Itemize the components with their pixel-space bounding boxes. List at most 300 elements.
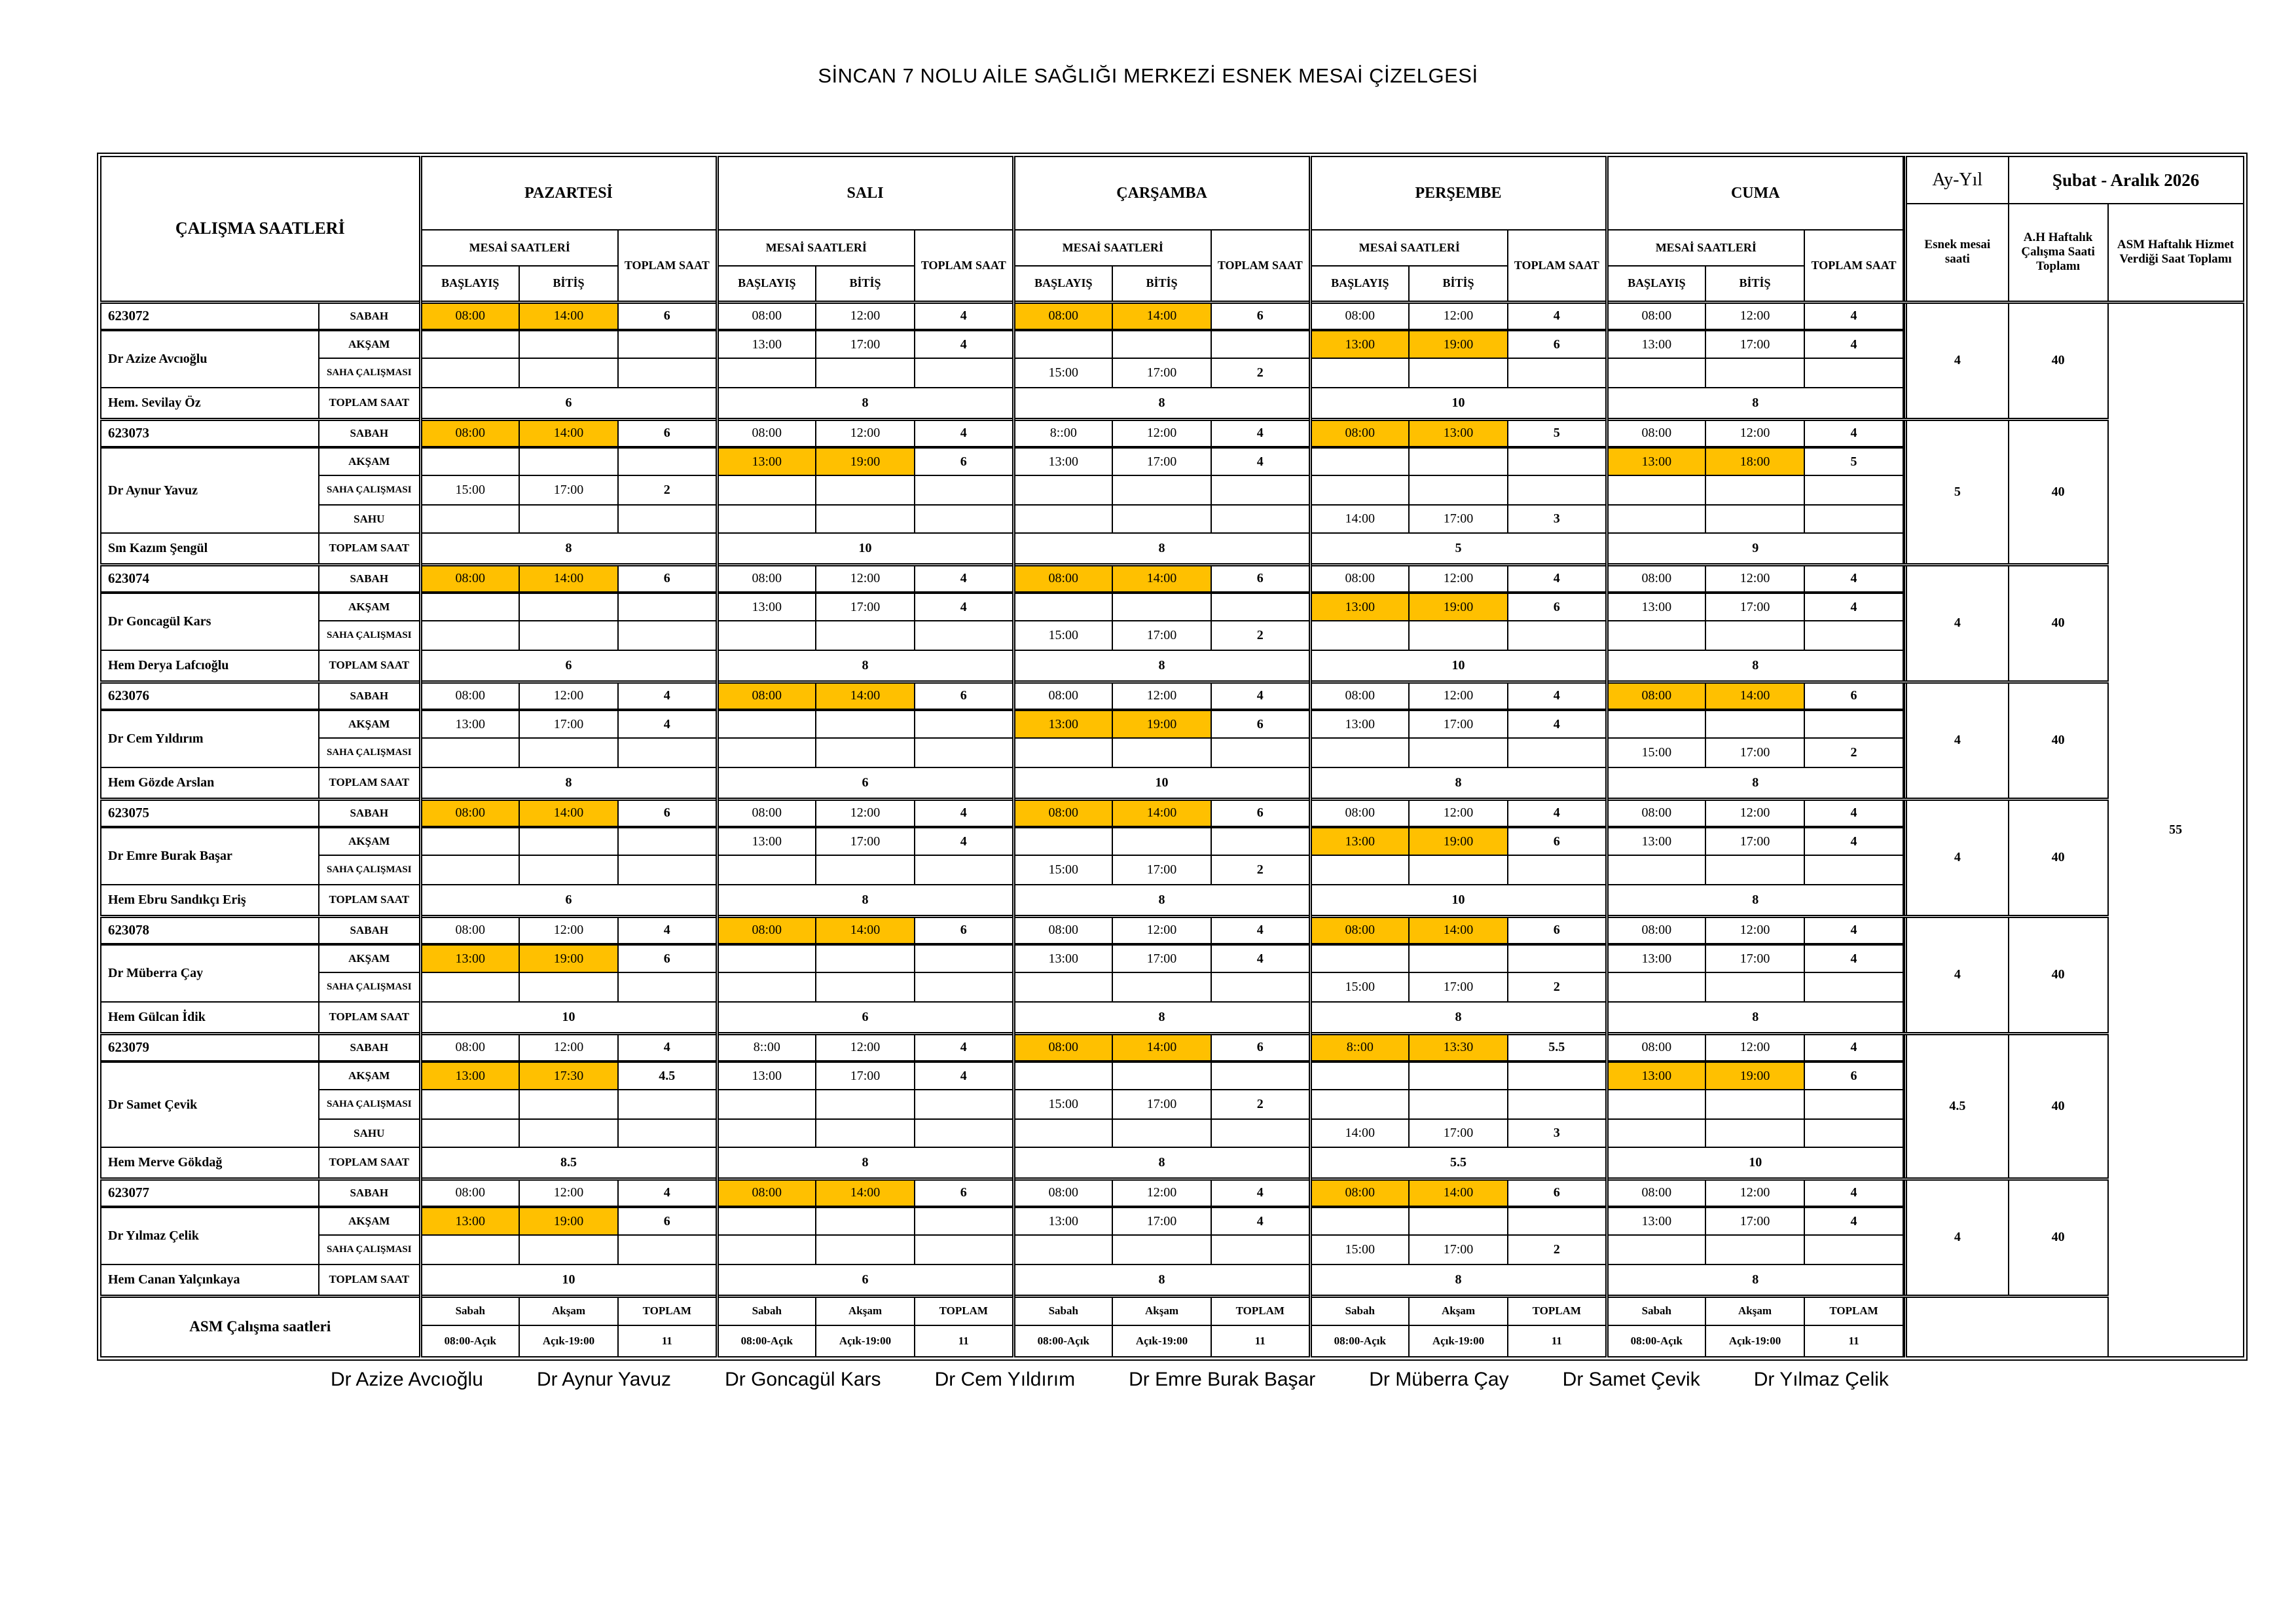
shift-start xyxy=(1310,738,1409,767)
shift-start: 08:00 xyxy=(1310,419,1409,447)
shift-start: 08:00 xyxy=(1013,564,1112,593)
shift-start: 13:00 xyxy=(1013,944,1112,972)
shift-start: 08:00 xyxy=(717,1179,816,1207)
shift-total: 2 xyxy=(1211,358,1310,388)
toplam-saat-header: TOPLAM SAAT xyxy=(1508,230,1607,302)
day-header-tuesday: SALI xyxy=(717,157,1013,230)
asm-toplam-header: TOPLAM xyxy=(1508,1296,1607,1325)
mesai-saatleri-header: MESAİ SAATLERİ xyxy=(1013,230,1211,266)
shift-total xyxy=(1804,972,1903,1002)
shift-total xyxy=(618,330,717,358)
shift-total xyxy=(1211,330,1310,358)
shift-total: 4 xyxy=(915,593,1013,621)
shift-end xyxy=(1112,475,1211,505)
footer-doctor-name: Dr Cem Yıldırım xyxy=(934,1369,1076,1390)
day-total: 6 xyxy=(420,388,717,419)
shift-total: 2 xyxy=(1211,621,1310,650)
shift-total xyxy=(915,1207,1013,1235)
shift-start: 15:00 xyxy=(1013,855,1112,885)
shift-total: 4 xyxy=(1804,827,1903,855)
day-header-thursday: PERŞEMBE xyxy=(1310,157,1607,230)
shift-start: 13:00 xyxy=(420,1207,519,1235)
shift-total xyxy=(1508,358,1607,388)
day-total: 8 xyxy=(717,650,1013,682)
shift-total: 6 xyxy=(1804,1061,1903,1090)
shift-end xyxy=(1409,738,1508,767)
mesai-saatleri-header: MESAİ SAATLERİ xyxy=(1607,230,1804,266)
shift-end xyxy=(519,855,618,885)
shift-total: 2 xyxy=(1211,1090,1310,1119)
shift-end xyxy=(1112,972,1211,1002)
row-label-saha: SAHA ÇALIŞMASI xyxy=(319,1235,420,1264)
shift-end xyxy=(816,1235,915,1264)
shift-start: 08:00 xyxy=(420,916,519,944)
shift-total: 4 xyxy=(1508,302,1607,330)
flex-hours-value: 4 xyxy=(1906,799,2009,916)
schedule-table-wrap xyxy=(97,153,2248,1361)
mesai-saatleri-header: MESAİ SAATLERİ xyxy=(420,230,618,266)
shift-total xyxy=(1211,827,1310,855)
asm-toplam-header: TOPLAM xyxy=(618,1296,717,1325)
shift-start xyxy=(1310,944,1409,972)
row-label-sabah: SABAH xyxy=(319,419,420,447)
shift-total: 3 xyxy=(1508,1119,1607,1147)
shift-total: 6 xyxy=(1508,916,1607,944)
shift-end xyxy=(1112,1061,1211,1090)
shift-total: 4 xyxy=(1804,799,1903,827)
flex-hours-value: 4 xyxy=(1906,564,2009,682)
shift-total: 2 xyxy=(1508,972,1607,1002)
day-total: 8 xyxy=(1310,1264,1607,1296)
row-label-saha: SAHA ÇALIŞMASI xyxy=(319,855,420,885)
flex-hours-value: 4 xyxy=(1906,302,2009,419)
asm-aksam-value: Açık-19:00 xyxy=(816,1325,915,1357)
nurse-name: Hem Merve Gökdağ xyxy=(101,1147,319,1179)
shift-start xyxy=(420,358,519,388)
shift-total: 4 xyxy=(915,564,1013,593)
shift-start: 13:00 xyxy=(1607,1061,1705,1090)
shift-end: 14:00 xyxy=(519,799,618,827)
shift-end: 17:00 xyxy=(519,475,618,505)
staff-id: 623079 xyxy=(101,1033,319,1061)
day-total: 8 xyxy=(717,1147,1013,1179)
ah-weekly-value: 40 xyxy=(2009,1033,2108,1179)
row-label-toplam: TOPLAM SAAT xyxy=(319,388,420,419)
shift-end xyxy=(1409,855,1508,885)
shift-total: 6 xyxy=(915,447,1013,475)
shift-start: 13:00 xyxy=(1013,710,1112,738)
staff-block xyxy=(101,302,1903,419)
row-label-aksam: AKŞAM xyxy=(319,1207,420,1235)
baslayis-header: BAŞLAYIŞ xyxy=(420,266,519,302)
day-total: 6 xyxy=(717,767,1013,799)
footer-doctor-name: Dr Emre Burak Başar xyxy=(1129,1369,1316,1390)
shift-end xyxy=(1112,330,1211,358)
day-total: 8 xyxy=(1013,885,1310,916)
bitis-header: BİTİŞ xyxy=(1409,266,1508,302)
asm-hours-section xyxy=(101,1296,1903,1357)
row-label-saha: SAHA ÇALIŞMASI xyxy=(319,475,420,505)
shift-end xyxy=(519,447,618,475)
shift-start xyxy=(1310,855,1409,885)
shift-end xyxy=(816,358,915,388)
shift-end xyxy=(1409,475,1508,505)
shift-start: 08:00 xyxy=(1607,682,1705,710)
doctor-name: Dr Emre Burak Başar xyxy=(101,827,319,885)
shift-start xyxy=(1607,855,1705,885)
shift-end xyxy=(519,621,618,650)
row-label-saha: SAHA ÇALIŞMASI xyxy=(319,738,420,767)
shift-start: 14:00 xyxy=(1310,1119,1409,1147)
shift-start: 08:00 xyxy=(1310,799,1409,827)
day-total: 6 xyxy=(420,650,717,682)
asm-aksam-value: Açık-19:00 xyxy=(1112,1325,1211,1357)
shift-end: 14:00 xyxy=(1112,799,1211,827)
shift-total: 6 xyxy=(1211,710,1310,738)
shift-total: 4 xyxy=(1804,944,1903,972)
asm-aksam-header: Akşam xyxy=(1112,1296,1211,1325)
shift-end: 17:00 xyxy=(1112,447,1211,475)
shift-end: 12:00 xyxy=(519,1033,618,1061)
shift-start xyxy=(717,1090,816,1119)
shift-total xyxy=(618,827,717,855)
shift-start: 13:00 xyxy=(1607,827,1705,855)
shift-end: 12:00 xyxy=(1705,916,1804,944)
shift-end xyxy=(1705,972,1804,1002)
day-total: 10 xyxy=(717,533,1013,564)
flex-hours-value: 4 xyxy=(1906,916,2009,1033)
shift-total: 2 xyxy=(1508,1235,1607,1264)
shift-total: 6 xyxy=(618,419,717,447)
doctor-name: Dr Cem Yıldırım xyxy=(101,710,319,767)
shift-total: 6 xyxy=(1508,827,1607,855)
shift-end: 17:00 xyxy=(1112,358,1211,388)
asm-weekly-total: 55 xyxy=(2108,302,2244,1357)
doctor-name: Dr Yılmaz Çelik xyxy=(101,1207,319,1264)
shift-total xyxy=(1211,593,1310,621)
toplam-saat-header: TOPLAM SAAT xyxy=(618,230,717,302)
shift-total xyxy=(618,358,717,388)
shift-total: 4 xyxy=(1804,1033,1903,1061)
shift-end: 19:00 xyxy=(1409,593,1508,621)
baslayis-header: BAŞLAYIŞ xyxy=(1013,266,1112,302)
asm-toplam-value: 11 xyxy=(1508,1325,1607,1357)
shift-end xyxy=(1705,1090,1804,1119)
shift-total: 4 xyxy=(915,1033,1013,1061)
day-total: 6 xyxy=(717,1002,1013,1033)
shift-total: 6 xyxy=(1211,799,1310,827)
shift-end: 12:00 xyxy=(1705,302,1804,330)
day-total: 8 xyxy=(1013,1002,1310,1033)
staff-block xyxy=(101,682,1903,799)
row-label-toplam: TOPLAM SAAT xyxy=(319,1002,420,1033)
shift-start xyxy=(420,621,519,650)
shift-end: 17:00 xyxy=(1409,710,1508,738)
day-total: 8 xyxy=(1013,1264,1310,1296)
shift-end xyxy=(519,330,618,358)
row-label-toplam: TOPLAM SAAT xyxy=(319,650,420,682)
shift-start xyxy=(420,972,519,1002)
shift-total: 6 xyxy=(1211,1033,1310,1061)
day-total: 10 xyxy=(1013,767,1310,799)
shift-end: 17:00 xyxy=(1705,944,1804,972)
bitis-header: BİTİŞ xyxy=(1705,266,1804,302)
shift-total xyxy=(1804,621,1903,650)
asm-sabah-header: Sabah xyxy=(717,1296,816,1325)
staff-id: 623078 xyxy=(101,916,319,944)
shift-end: 12:00 xyxy=(1112,916,1211,944)
shift-total: 5.5 xyxy=(1508,1033,1607,1061)
doctor-name: Dr Azize Avcıoğlu xyxy=(101,330,319,388)
row-label-aksam: AKŞAM xyxy=(319,593,420,621)
shift-end xyxy=(816,475,915,505)
shift-end: 17:00 xyxy=(1705,330,1804,358)
shift-start: 08:00 xyxy=(1607,916,1705,944)
shift-start xyxy=(1607,505,1705,533)
shift-end xyxy=(1409,447,1508,475)
shift-end: 19:00 xyxy=(1409,827,1508,855)
shift-total xyxy=(618,1119,717,1147)
shift-end: 12:00 xyxy=(1705,799,1804,827)
staff-block xyxy=(101,1033,1903,1179)
row-label-toplam: TOPLAM SAAT xyxy=(319,885,420,916)
shift-total: 2 xyxy=(1211,855,1310,885)
shift-total xyxy=(915,358,1013,388)
shift-end: 14:00 xyxy=(1112,302,1211,330)
shift-total xyxy=(1804,855,1903,885)
shift-end: 14:00 xyxy=(1112,564,1211,593)
shift-end: 12:00 xyxy=(1409,682,1508,710)
shift-end xyxy=(816,944,915,972)
shift-start: 08:00 xyxy=(1013,1033,1112,1061)
shift-total: 4 xyxy=(1804,1179,1903,1207)
toplam-saat-header: TOPLAM SAAT xyxy=(915,230,1013,302)
shift-end: 19:00 xyxy=(1705,1061,1804,1090)
shift-start: 08:00 xyxy=(1607,1179,1705,1207)
row-label-aksam: AKŞAM xyxy=(319,710,420,738)
shift-start: 08:00 xyxy=(1310,916,1409,944)
shift-start: 8::00 xyxy=(717,1033,816,1061)
shift-total: 4 xyxy=(1508,710,1607,738)
asm-hours-label: ASM Çalışma saatleri xyxy=(101,1296,420,1357)
shift-total xyxy=(1804,1235,1903,1264)
shift-total xyxy=(618,505,717,533)
shift-end xyxy=(519,738,618,767)
shift-total xyxy=(1804,475,1903,505)
shift-end xyxy=(1409,1061,1508,1090)
shift-total: 4.5 xyxy=(618,1061,717,1090)
shift-total: 2 xyxy=(1804,738,1903,767)
doctor-name: Dr Aynur Yavuz xyxy=(101,447,319,533)
nurse-name: Hem Derya Lafcıoğlu xyxy=(101,650,319,682)
shift-start xyxy=(420,593,519,621)
shift-total: 4 xyxy=(1508,799,1607,827)
footer-doctor-name: Dr Azize Avcıoğlu xyxy=(331,1369,483,1390)
shift-start: 8::00 xyxy=(1310,1033,1409,1061)
shift-end: 17:00 xyxy=(1409,972,1508,1002)
shift-total xyxy=(915,621,1013,650)
shift-start: 08:00 xyxy=(717,682,816,710)
shift-total: 4 xyxy=(915,419,1013,447)
shift-end: 12:00 xyxy=(1705,1179,1804,1207)
shift-end: 17:00 xyxy=(519,710,618,738)
shift-total xyxy=(915,972,1013,1002)
day-total: 10 xyxy=(420,1002,717,1033)
day-total: 10 xyxy=(1310,650,1607,682)
shift-start: 08:00 xyxy=(1013,1179,1112,1207)
ah-weekly-value: 40 xyxy=(2009,1179,2108,1296)
day-total: 8 xyxy=(1607,650,1903,682)
shift-end: 17:00 xyxy=(1409,505,1508,533)
shift-total: 6 xyxy=(1804,682,1903,710)
day-total: 10 xyxy=(1607,1147,1903,1179)
shift-total: 4 xyxy=(915,799,1013,827)
bitis-header: BİTİŞ xyxy=(816,266,915,302)
shift-total: 6 xyxy=(618,564,717,593)
shift-start xyxy=(717,1207,816,1235)
day-total: 10 xyxy=(1310,885,1607,916)
shift-end xyxy=(816,505,915,533)
nurse-name: Hem. Sevilay Öz xyxy=(101,388,319,419)
ah-weekly-value: 40 xyxy=(2009,916,2108,1033)
staff-block xyxy=(101,419,1903,564)
shift-start xyxy=(1310,358,1409,388)
shift-total: 4 xyxy=(618,916,717,944)
shift-start xyxy=(1013,738,1112,767)
shift-total xyxy=(1508,1061,1607,1090)
shift-start xyxy=(717,621,816,650)
shift-start: 08:00 xyxy=(1013,682,1112,710)
ah-weekly-value: 40 xyxy=(2009,564,2108,682)
shift-start: 15:00 xyxy=(1013,1090,1112,1119)
shift-total: 2 xyxy=(618,475,717,505)
ah-weekly-value: 40 xyxy=(2009,302,2108,419)
shift-end: 14:00 xyxy=(519,419,618,447)
flex-hours-value: 5 xyxy=(1906,419,2009,564)
day-total: 8 xyxy=(1310,1002,1607,1033)
shift-total: 4 xyxy=(1804,1207,1903,1235)
shift-start xyxy=(1013,1235,1112,1264)
shift-total: 6 xyxy=(915,682,1013,710)
shift-start: 08:00 xyxy=(1607,564,1705,593)
toplam-saat-header: TOPLAM SAAT xyxy=(1211,230,1310,302)
shift-start xyxy=(717,358,816,388)
shift-total xyxy=(618,855,717,885)
mesai-saatleri-header: MESAİ SAATLERİ xyxy=(717,230,915,266)
shift-end xyxy=(519,1090,618,1119)
shift-end: 17:00 xyxy=(1705,593,1804,621)
asm-toplam-header: TOPLAM xyxy=(1804,1296,1903,1325)
shift-start: 13:00 xyxy=(1607,944,1705,972)
asm-weekly-header: ASM Haftalık Hizmet Verdiği Saat Toplamı xyxy=(2108,204,2244,302)
shift-total: 5 xyxy=(1804,447,1903,475)
shift-start: 08:00 xyxy=(1607,799,1705,827)
baslayis-header: BAŞLAYIŞ xyxy=(1607,266,1705,302)
row-label-toplam: TOPLAM SAAT xyxy=(319,1264,420,1296)
shift-end xyxy=(519,1119,618,1147)
shift-end xyxy=(519,827,618,855)
mesai-saatleri-header: MESAİ SAATLERİ xyxy=(1310,230,1508,266)
shift-end: 12:00 xyxy=(1409,799,1508,827)
shift-end: 18:00 xyxy=(1705,447,1804,475)
shift-end: 14:00 xyxy=(1112,1033,1211,1061)
row-label-sabah: SABAH xyxy=(319,1033,420,1061)
shift-end: 14:00 xyxy=(816,1179,915,1207)
shift-total: 4 xyxy=(1804,564,1903,593)
shift-start xyxy=(420,330,519,358)
shift-total: 6 xyxy=(1211,564,1310,593)
staff-id: 623076 xyxy=(101,682,319,710)
shift-total xyxy=(915,944,1013,972)
shift-start xyxy=(717,710,816,738)
shift-total: 4 xyxy=(618,682,717,710)
staff-id: 623072 xyxy=(101,302,319,330)
shift-start xyxy=(1013,972,1112,1002)
row-label-aksam: AKŞAM xyxy=(319,1061,420,1090)
row-label-sabah: SABAH xyxy=(319,916,420,944)
shift-total: 6 xyxy=(618,944,717,972)
shift-start: 8::00 xyxy=(1013,419,1112,447)
shift-start: 08:00 xyxy=(1013,799,1112,827)
shift-start xyxy=(1310,1061,1409,1090)
shift-end: 12:00 xyxy=(816,1033,915,1061)
nurse-name: Hem Ebru Sandıkçı Eriş xyxy=(101,885,319,916)
shift-start xyxy=(1310,447,1409,475)
shift-start xyxy=(1607,475,1705,505)
shift-start xyxy=(420,827,519,855)
shift-start: 13:00 xyxy=(717,447,816,475)
day-total: 8 xyxy=(1013,388,1310,419)
shift-start xyxy=(717,972,816,1002)
shift-end: 12:00 xyxy=(1112,1179,1211,1207)
shift-total xyxy=(1508,944,1607,972)
shift-total xyxy=(1211,1119,1310,1147)
shift-total: 6 xyxy=(1508,330,1607,358)
shift-start: 08:00 xyxy=(420,419,519,447)
day-header-monday: PAZARTESİ xyxy=(420,157,717,230)
shift-total xyxy=(618,447,717,475)
asm-toplam-value: 11 xyxy=(618,1325,717,1357)
shift-total: 6 xyxy=(618,302,717,330)
shift-end: 17:00 xyxy=(1112,621,1211,650)
bitis-header: BİTİŞ xyxy=(1112,266,1211,302)
shift-total xyxy=(1211,475,1310,505)
shift-end: 12:00 xyxy=(1409,564,1508,593)
asm-sabah-value: 08:00-Açık xyxy=(1607,1325,1705,1357)
shift-total: 6 xyxy=(618,799,717,827)
asm-sabah-header: Sabah xyxy=(1607,1296,1705,1325)
shift-start: 13:00 xyxy=(1310,710,1409,738)
shift-end xyxy=(816,972,915,1002)
shift-total: 4 xyxy=(1508,682,1607,710)
shift-end: 14:00 xyxy=(519,302,618,330)
shift-start xyxy=(1013,827,1112,855)
shift-end xyxy=(1112,593,1211,621)
shift-end: 17:00 xyxy=(816,593,915,621)
day-total: 8 xyxy=(1310,767,1607,799)
shift-total xyxy=(618,972,717,1002)
shift-start: 08:00 xyxy=(1607,419,1705,447)
shift-end: 12:00 xyxy=(1409,302,1508,330)
shift-start xyxy=(1013,1119,1112,1147)
shift-end xyxy=(1705,358,1804,388)
flex-hours-value: 4 xyxy=(1906,1179,2009,1296)
shift-end: 17:30 xyxy=(519,1061,618,1090)
shift-end: 19:00 xyxy=(1409,330,1508,358)
asm-toplam-value: 11 xyxy=(915,1325,1013,1357)
shift-end: 17:00 xyxy=(1112,1090,1211,1119)
asm-aksam-value: Açık-19:00 xyxy=(1705,1325,1804,1357)
